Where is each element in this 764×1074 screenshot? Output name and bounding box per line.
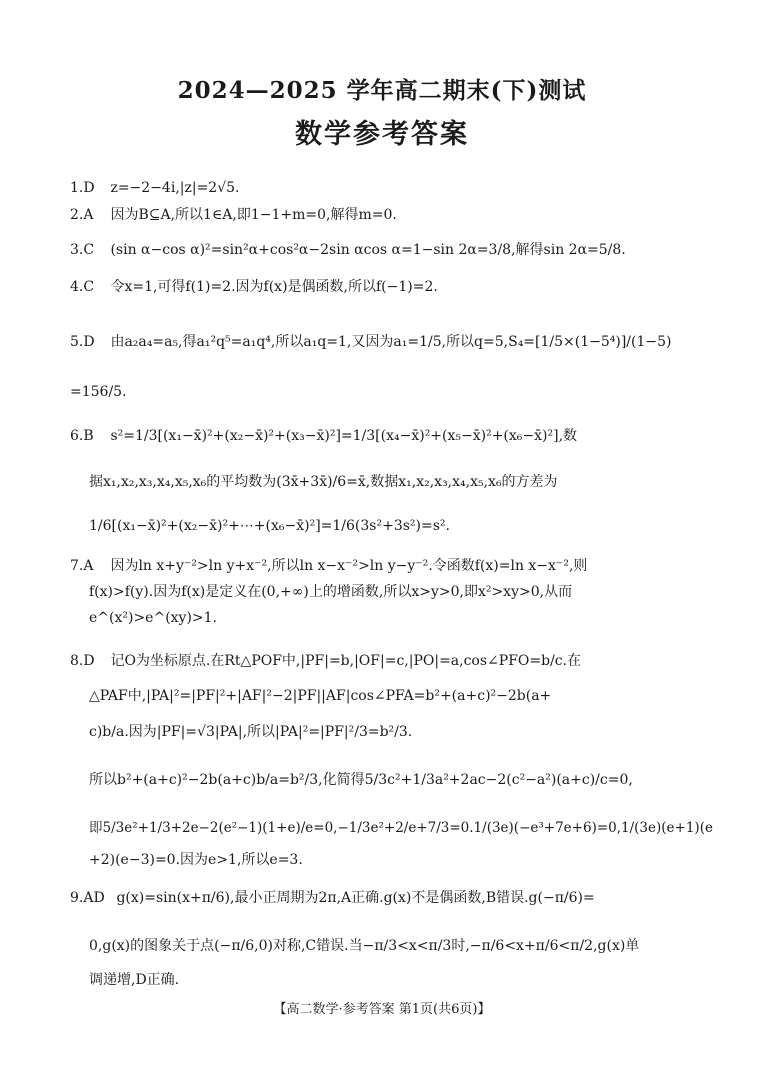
answer-3 <box>70 240 626 260</box>
answer-5 <box>70 332 672 352</box>
answer-text: 所以b²+(a+c)²−2b(a+c)b/a=b²/3,化简得5/3c²+1/3a²+2ac−2(c²−a²)(a+c)/c=0, <box>89 772 633 788</box>
answer-text: s²=1/3[(x₁−x̄)²+(x₂−x̄)²+(x₃−x̄)²]=1/3[(x₄−x̄)²+(x₅−x̄)²+(x₆−x̄)²],数 <box>110 428 578 444</box>
answer-text: 因为ln x+y⁻²>ln y+x⁻²,所以ln x−x⁻²>ln y−y⁻².令函数f(x)=ln x−x⁻²,则 <box>110 558 588 574</box>
answer-text: 记O为坐标原点.在Rt△POF中,|PF|=b,|OF|=c,|PO|=a,cos∠PFO=b/c.在 <box>110 653 582 669</box>
answer-text: 1/6[(x₁−x̄)²+(x₂−x̄)²+⋯+(x₆−x̄)²]=1/6(3s²+3s²)=s². <box>89 518 450 534</box>
answer-number: 5.D <box>70 334 95 350</box>
answer-8-cont <box>89 770 633 790</box>
answer-number: 2.A <box>70 207 94 223</box>
answer-text: e^(x²)>e^(xy)>1. <box>89 610 218 626</box>
answer-text: c)b/a.因为|PF|=√3|PA|,所以|PA|²=|PF|²/3=b²/3. <box>89 724 413 740</box>
answer-1 <box>70 178 240 198</box>
answer-text: +2)(e−3)=0.因为e>1,所以e=3. <box>89 852 303 868</box>
answer-7-cont <box>89 582 572 602</box>
answer-8-cont <box>89 722 412 742</box>
answer-6-cont <box>89 516 450 536</box>
answer-number: 6.B <box>70 428 94 444</box>
answer-text: 即5/3e²+1/3+2e−2(e²−1)(1+e)/e=0,−1/3e²+2/e+7/3=0.1/(3e)(−e³+7e+6)=0,1/(3e)(e+1)(e <box>89 820 713 836</box>
answer-number: 1.D <box>70 180 95 196</box>
answer-8-cont <box>89 686 551 706</box>
answer-text: 因为B⊆A,所以1∈A,即1−1+m=0,解得m=0. <box>110 207 397 223</box>
answer-6 <box>70 426 577 446</box>
answer-9 <box>70 888 595 908</box>
answer-8 <box>70 651 581 671</box>
answer-text: g(x)=sin(x+π/6),最小正周期为2π,A正确.g(x)不是偶函数,B错误.g(−π/6)= <box>116 890 595 906</box>
answer-text: △PAF中,|PA|²=|PF|²+|AF|²−2|PF||AF|cos∠PFA=b²+(a+c)²−2b(a+ <box>89 688 552 704</box>
answer-number: 7.A <box>70 558 94 574</box>
answer-5-cont <box>70 382 127 402</box>
answer-8-cont <box>89 818 713 838</box>
answer-text: =156/5. <box>70 384 127 400</box>
page-subtitle: 数学参考答案 <box>295 119 469 150</box>
answer-7 <box>70 556 587 576</box>
answer-number: 8.D <box>70 653 95 669</box>
answer-text: f(x)>f(y).因为f(x)是定义在(0,+∞)上的增函数,所以x>y>0,即x²>xy>0,从而 <box>89 584 573 600</box>
answer-6-cont <box>89 472 558 492</box>
answer-text: 据x₁,x₂,x₃,x₄,x₅,x₆的平均数为(3x̄+3x̄)/6=x̄,数据x₁,x₂,x₃,x₄,x₅,x₆的方差为 <box>89 474 558 490</box>
answer-8-cont <box>89 850 303 870</box>
answer-9-cont <box>89 936 639 956</box>
answer-9-cont <box>89 970 179 990</box>
page-footer: 【高二数学·参考答案 第1页(共6页)】 <box>273 1002 491 1017</box>
answer-text: 调递增,D正确. <box>89 972 180 988</box>
answer-2 <box>70 205 397 225</box>
answer-text: 令x=1,可得f(1)=2.因为f(x)是偶函数,所以f(−1)=2. <box>110 279 438 295</box>
page-title: 2024—2025 学年高二期末(下)测试 <box>177 77 587 104</box>
answer-4 <box>70 277 438 297</box>
answer-number: 9.AD <box>70 890 105 906</box>
answer-7-cont <box>89 608 217 628</box>
answer-text: (sin α−cos α)²=sin²α+cos²α−2sin αcos α=1−sin 2α=3/8,解得sin 2α=5/8. <box>110 242 626 258</box>
answer-text: 0,g(x)的图象关于点(−π/6,0)对称,C错误.当−π/3<x<π/3时,−π/6<x+π/6<π/2,g(x)单 <box>89 938 640 954</box>
answer-text: 由a₂a₄=a₅,得a₁²q⁵=a₁q⁴,所以a₁q=1,又因为a₁=1/5,所以q=5,S₄=[1/5×(1−5⁴)]/(1−5) <box>110 334 672 350</box>
answer-number: 4.C <box>70 279 95 295</box>
answer-text: z=−2−4i,|z|=2√5. <box>110 180 240 196</box>
answer-number: 3.C <box>70 242 95 258</box>
